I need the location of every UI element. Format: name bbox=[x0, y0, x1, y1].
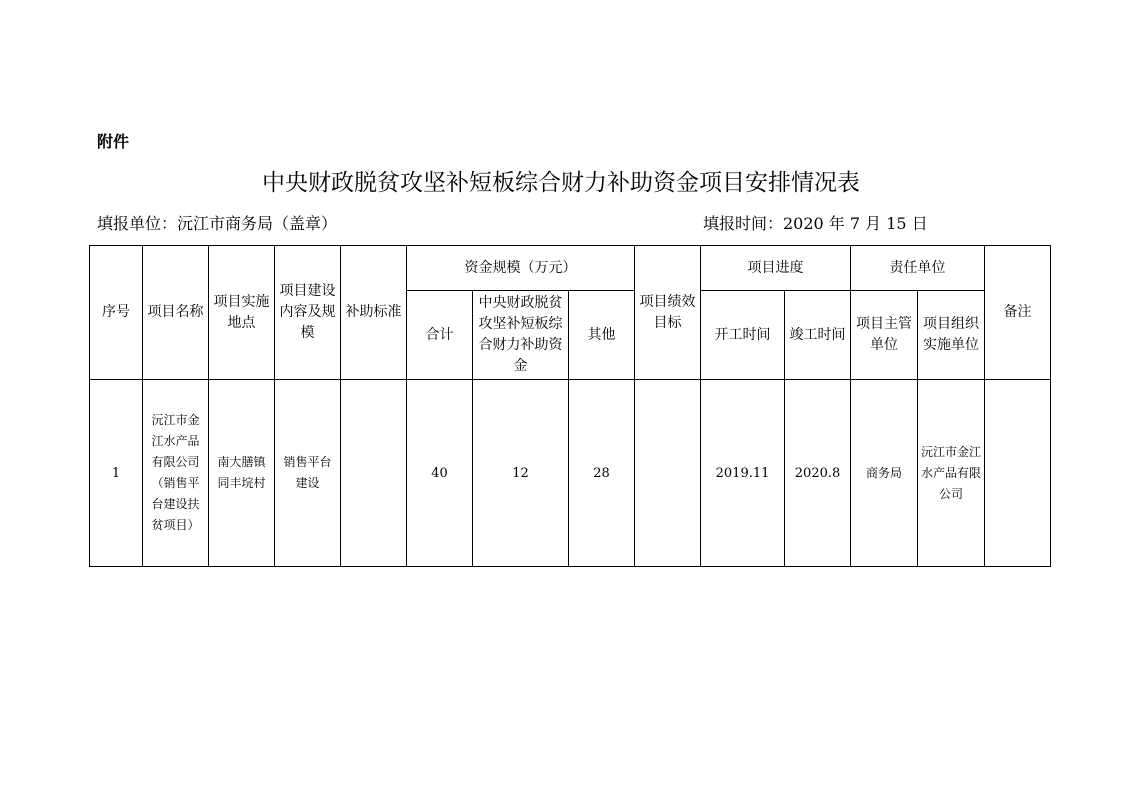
header-responsible: 责任单位 bbox=[851, 246, 985, 291]
cell-goal bbox=[635, 380, 701, 567]
header-end: 竣工时间 bbox=[785, 291, 851, 380]
page-title: 中央财政脱贫攻坚补短板综合财力补助资金项目安排情况表 bbox=[262, 170, 860, 196]
header-funds: 资金规模（万元） bbox=[407, 246, 635, 291]
header-supervisor: 项目主管单位 bbox=[851, 291, 918, 380]
header-central: 中央财政脱贫攻坚补短板综合财力补助资金 bbox=[473, 291, 569, 380]
cell-start: 2019.11 bbox=[701, 380, 785, 567]
header-standard: 补助标准 bbox=[341, 246, 407, 380]
header-remark: 备注 bbox=[985, 246, 1051, 380]
header-progress: 项目进度 bbox=[701, 246, 851, 291]
header-name: 项目名称 bbox=[143, 246, 209, 380]
header-other: 其他 bbox=[569, 291, 635, 380]
header-row-1 bbox=[90, 246, 1051, 291]
project-table bbox=[89, 245, 1051, 567]
header-content: 项目建设内容及规模 bbox=[275, 246, 341, 380]
cell-remark bbox=[985, 380, 1051, 567]
cell-end: 2020.8 bbox=[785, 380, 851, 567]
cell-central: 12 bbox=[473, 380, 569, 567]
cell-name: 沅江市金江水产品有限公司（销售平台建设扶贫项目） bbox=[143, 380, 209, 567]
header-total: 合计 bbox=[407, 291, 473, 380]
cell-organizer: 沅江市金江水产品有限公司 bbox=[918, 380, 985, 567]
attachment-label: 附件 bbox=[97, 132, 130, 151]
cell-seq: 1 bbox=[90, 380, 143, 567]
header-start: 开工时间 bbox=[701, 291, 785, 380]
cell-other: 28 bbox=[569, 380, 635, 567]
cell-standard bbox=[341, 380, 407, 567]
cell-supervisor: 商务局 bbox=[851, 380, 918, 567]
header-location: 项目实施地点 bbox=[209, 246, 275, 380]
header-goal: 项目绩效目标 bbox=[635, 246, 701, 380]
header-seq: 序号 bbox=[90, 246, 143, 380]
cell-total: 40 bbox=[407, 380, 473, 567]
cell-content: 销售平台建设 bbox=[275, 380, 341, 567]
filing-unit: 填报单位：沅江市商务局（盖章） bbox=[97, 214, 338, 233]
header-organizer: 项目组织实施单位 bbox=[918, 291, 985, 380]
cell-location: 南大膳镇同丰垸村 bbox=[209, 380, 275, 567]
filing-time: 填报时间：2020 年 7 月 15 日 bbox=[703, 214, 928, 233]
table-row bbox=[90, 380, 1051, 567]
